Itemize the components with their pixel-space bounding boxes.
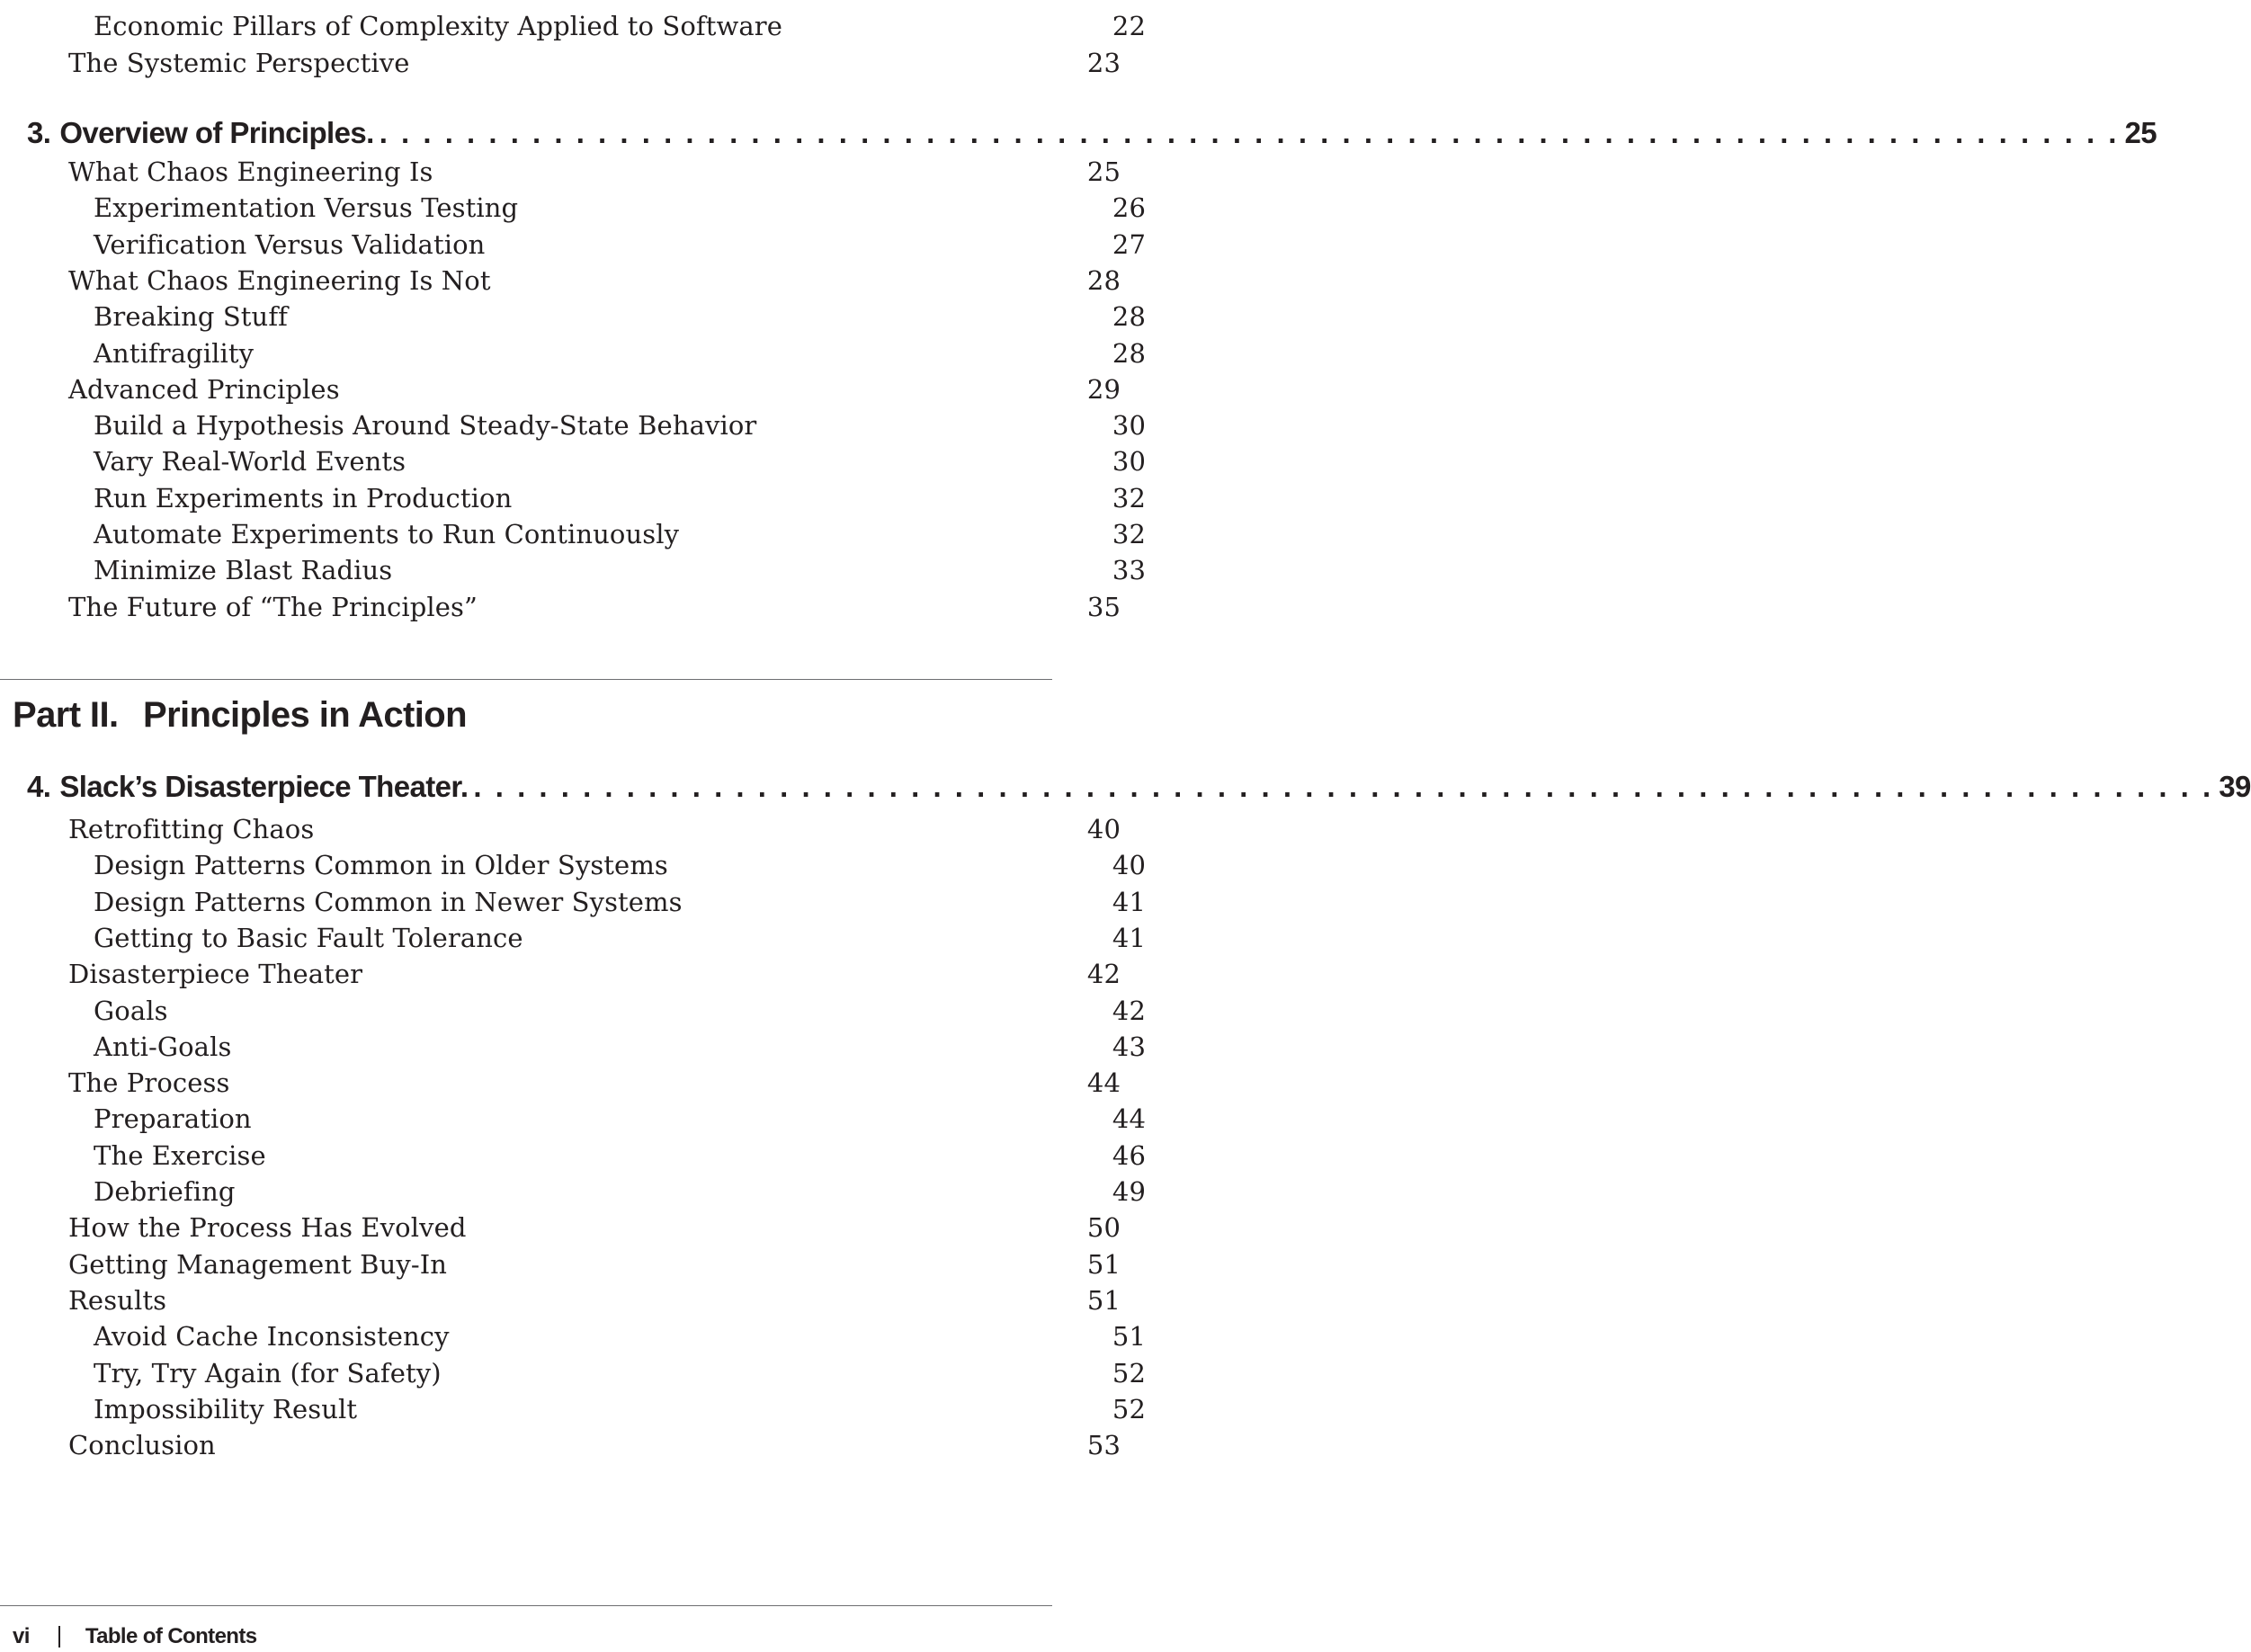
toc-entry[interactable] [0,154,1121,190]
chapter-title: Slack’s Disasterpiece Theater. [59,770,469,803]
toc-entry-page: 32 [1112,482,1146,513]
toc-entry[interactable] [0,371,1121,407]
part-title: Principles in Action [143,694,467,735]
toc-entry[interactable] [0,227,1146,263]
dot-leader: . . . . . . . . . . . . . . . . . . . . . . . . . . . . . . . . . . . . . . . . . . . . . . . . . . . . . . . . . . . . . . . . . . . . . . . . . . . . . . . . [473,770,2214,803]
toc-entry-title: The Exercise [94,1139,266,1171]
toc-entry-title: Getting to Basic Fault Tolerance [94,922,523,953]
toc-entry-page: 32 [1112,519,1146,549]
toc-entry-title: Try, Try Again (for Safety) [94,1357,442,1389]
toc-entry[interactable] [0,956,1121,992]
toc-entry-page: 41 [1112,922,1146,953]
toc-entry-page: 41 [1112,886,1146,917]
toc-entry-page: 43 [1112,1031,1146,1062]
toc-entry-page: 42 [1086,959,1121,990]
toc-entry[interactable] [0,920,1146,956]
toc-entry-title: Impossibility Result [94,1393,358,1424]
toc-entry-title: Antifragility [94,337,255,369]
toc-entry[interactable] [0,993,1146,1029]
toc-entry-page: 25 [1086,156,1121,187]
toc-entry-title: How the Process Has Evolved [68,1212,467,1244]
toc-entry-title: What Chaos Engineering Is Not [68,264,491,296]
footer-separator [58,1626,60,1648]
toc-entry-page: 49 [1112,1176,1146,1207]
chapter-number: 4. [27,770,51,803]
toc-entry[interactable] [0,811,1121,847]
toc-entry-page: 28 [1112,301,1146,333]
toc-entry[interactable] [0,589,1121,625]
chapter-title: Overview of Principles. [59,116,374,149]
toc-entry[interactable] [0,1210,1121,1246]
toc-entry-page: 44 [1086,1067,1121,1099]
toc-entry-page: 28 [1086,264,1121,296]
toc-entry-page: 22 [1112,11,1146,41]
toc-entry[interactable] [0,1355,1146,1391]
toc-entry-page: 52 [1112,1393,1146,1424]
toc-entry[interactable] [0,1101,1146,1137]
toc-entry[interactable] [0,1029,1146,1065]
toc-entry-title: Design Patterns Common in Newer Systems [94,886,683,917]
toc-entry-title: Automate Experiments to Run Continuously [94,519,680,549]
toc-entry-page: 53 [1086,1430,1121,1461]
toc-entry-page: 40 [1086,814,1121,844]
toc-entry[interactable] [0,516,1146,552]
toc-entry[interactable] [0,190,1146,226]
toc-entry-title: Results [68,1284,167,1316]
toc-entry-title: Verification Versus Validation [94,228,486,260]
toc-entry-title: What Chaos Engineering Is [68,156,433,187]
toc-entry-title: The Systemic Perspective [68,48,410,78]
toc-entry-page: 23 [1086,48,1121,78]
toc-entry-page: 51 [1086,1284,1121,1316]
toc-entry-page: 51 [1112,1321,1146,1353]
toc-entry[interactable] [0,299,1146,335]
toc-entry-page: 50 [1086,1212,1121,1244]
toc-entry[interactable] [0,45,1121,81]
toc-entry-title: Anti-Goals [94,1031,232,1062]
dot-leader: . . . . . . . . . . . . . . . . . . . . . . . . . . . . . . . . . . . . . . . . . . . . . . . . . . . . . . . . . . . . . . . . . . . . . . . . . . . . . . . . [379,116,2120,149]
toc-entry-page: 30 [1112,446,1146,478]
footer-page-number: vi [13,1624,30,1648]
part-divider-rule [0,679,1052,680]
page-footer [13,1623,257,1650]
toc-entry-title: Experimentation Versus Testing [94,192,519,224]
toc-entry[interactable] [0,407,1146,443]
toc-entry-title: The Process [68,1067,230,1099]
toc-entry[interactable] [0,1391,1146,1427]
toc-entry-page: 33 [1112,555,1146,586]
toc-entry-title: The Future of “The Principles” [68,591,478,622]
toc-entry[interactable] [0,8,1146,44]
toc-entry-page: 27 [1112,228,1146,260]
toc-entry-title: Conclusion [68,1430,216,1461]
toc-entry-title: Economic Pillars of Complexity Applied to Software [94,11,783,41]
toc-entry-title: Preparation [94,1103,252,1135]
toc-entry[interactable] [0,335,1146,371]
toc-entry-title: Vary Real-World Events [94,446,406,478]
toc-entry-page: 44 [1112,1103,1146,1135]
chapter-number: 3. [27,116,51,149]
toc-entry-page: 40 [1112,850,1146,881]
toc-entry[interactable] [0,1318,1146,1354]
toc-entry[interactable] [0,1246,1121,1282]
chapter-4-heading[interactable] [0,767,2251,807]
toc-entry[interactable] [0,1282,1121,1318]
toc-entry-page: 42 [1112,995,1146,1026]
part-heading[interactable] [13,692,467,737]
toc-entry[interactable] [0,1138,1146,1174]
toc-entry[interactable] [0,884,1146,920]
toc-entry[interactable] [0,1065,1121,1101]
toc-entry-title: Getting Management Buy-In [68,1248,448,1280]
toc-entry-title: Retrofitting Chaos [68,814,315,844]
toc-entry[interactable] [0,480,1146,516]
toc-entry[interactable] [0,552,1146,588]
toc-entry-title: Breaking Stuff [94,301,288,333]
toc-entry[interactable] [0,847,1146,883]
toc-entry-title: Disasterpiece Theater [68,959,363,990]
toc-entry-page: 52 [1112,1357,1146,1389]
toc-entry-title: Avoid Cache Inconsistency [94,1321,450,1353]
toc-entry[interactable] [0,443,1146,479]
chapter-3-heading[interactable] [0,113,2157,153]
chapter-page: 25 [2124,116,2157,149]
toc-entry-title: Minimize Blast Radius [94,555,393,586]
toc-entry-page: 29 [1086,373,1121,405]
toc-entry[interactable] [0,1174,1146,1210]
toc-entry-title: Advanced Principles [68,373,340,405]
footer-section-title: Table of Contents [85,1624,257,1648]
toc-entry-title: Design Patterns Common in Older Systems [94,850,668,881]
part-label: Part II. [13,694,119,735]
toc-entry-title: Goals [94,995,168,1026]
toc-entry-page: 30 [1112,410,1146,442]
toc-entry-title: Run Experiments in Production [94,482,513,513]
toc-entry-page: 51 [1086,1248,1121,1280]
chapter-page: 39 [2219,770,2251,803]
toc-entry-page: 28 [1112,337,1146,369]
toc-entry-title: Build a Hypothesis Around Steady-State Behavior [94,410,757,442]
toc-entry-page: 26 [1112,192,1146,224]
footer-rule [0,1605,1052,1606]
toc-entry-page: 35 [1086,591,1121,622]
toc-entry[interactable] [0,1427,1121,1463]
toc-entry[interactable] [0,263,1121,299]
toc-entry-title: Debriefing [94,1176,236,1207]
toc-entry-page: 46 [1112,1139,1146,1171]
